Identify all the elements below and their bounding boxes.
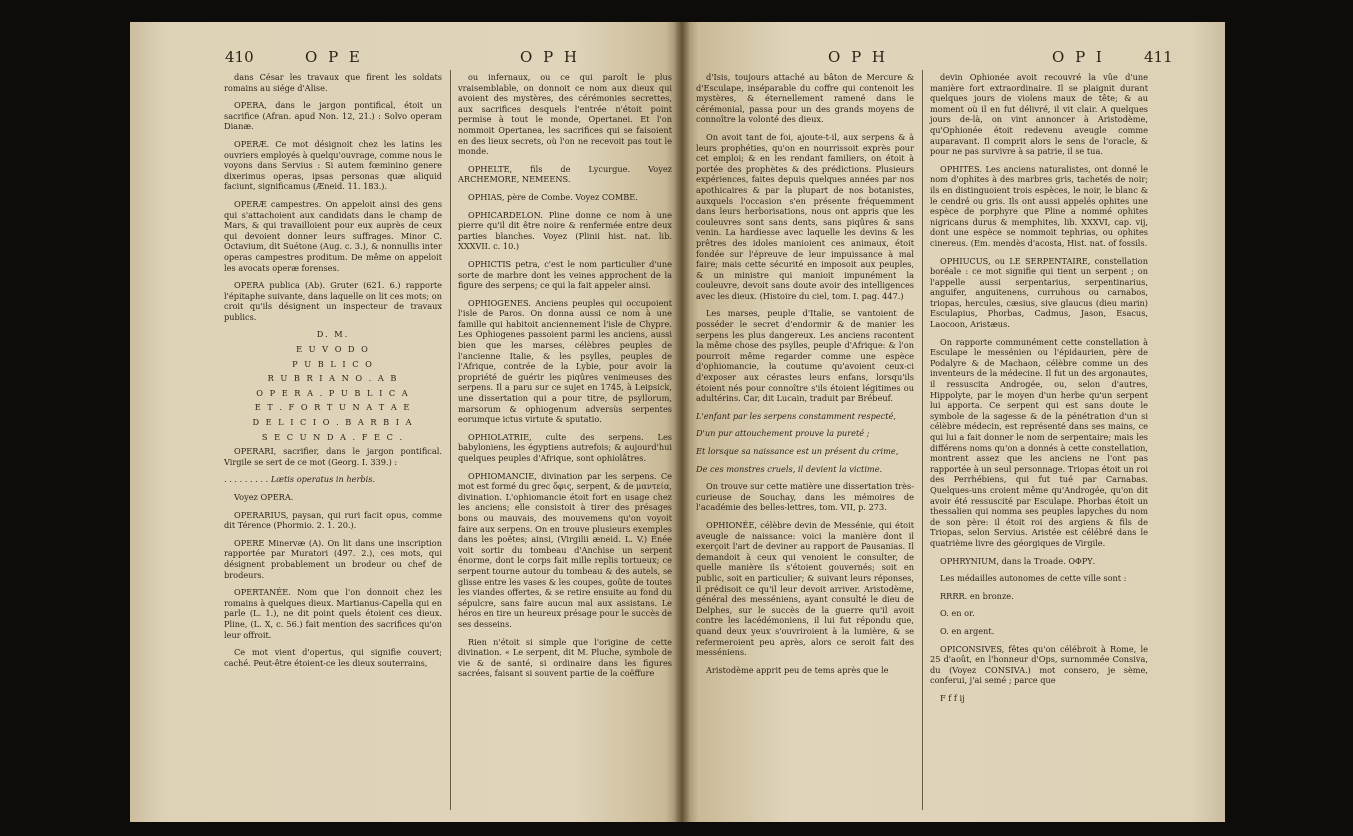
text-paragraph: On rapporte communément cette constellation à Esculape le messénien ou l'épidaurien, père de Podalyre & de Machaon, célèbre comme un des inventeurs de la médecine. Il fut un des argonautes, il ressuscita Androgée, ou, selon d'autres, Hippolyte, par le moyen d'un herbe qu'un serpent lui apporta. Ce serpent qui est sans doute le symbole de la sagesse & de la pénétration d'un si célèbre médecin, est représenté dans ses mains, ce qui lui a fait donner le nom de serpentaire; mais les différens noms qu'on a donnés à cette constellation, montrent assez que les anciens ne l'ont pas rapportée à un seul personnage. Triopas étoit un roi des Perrhébiens, qui fut tué par Carnabas. Quelques-uns croient même qu'Androgée, qu'on dit avoir été ressuscité par Esculape. Phorbas étoit un thessalien qui nomma ses peuples lapyches du nom de son père: il étoit roi des argiens & fils de Triopas, selon Servius. Aristée est célébré dans le quatrième livre des géorgiques de Virgile. — [930, 336, 1148, 548]
text-paragraph: Aristodème apprit peu de tems après que le — [706, 664, 889, 675]
page-number: 410 — [225, 48, 254, 66]
text-paragraph: OPERE Minervæ (A). On lit dans une inscription rapportée par Muratori (497. 2.), ces mots, qui désignent probablement un brodeur ou chef de brodeurs. — [224, 537, 442, 580]
text-paragraph: On avoit tant de foi, ajoute-t-il, aux serpens & à leurs prophéties, qu'on en nourrissoit exprès pour cet emploi; & en les rendant familiers, on étoit à portée des prophètes & des prédictions. Plusieurs expériences, faites depuis quelques années par nos apothicaires & par la plupart de nos botanistes, auxquels l'occasion s'en présente fréquemment dans leurs herborisations, nous ont appris que les couleuvres sont sans dents, sans piqûres & sans venin. La hardiesse avec laquelle les devins & les prêtres des idoles manioient ces animaux, étoit fondée sur l'épreuve de leur impuissance à mal faire; mais cette sécurité en imposoit aux peuples, & un ministre qui manioit impunément la couleuvre, devoit sans doute avoir des intelligences avec les dieux. (Histoire du ciel, tom. I. pag. 447.) — [696, 131, 914, 301]
running-head: O P E — [305, 48, 363, 66]
text-paragraph: Les médailles autonomes de cette ville sont : — [940, 573, 1127, 584]
book-gutter — [674, 22, 690, 822]
text-paragraph: OPHIAS, père de Combe. Voyez COMBE. — [468, 191, 638, 202]
text-paragraph: OPERTANÉE. Nom que l'on donnoit chez les romains à quelques dieux. Martianus-Capella qui en parle (L. 1.), ne dit point quels étoient ces dieux. Pline, (L. X, c. 56.) fait mention des sacrifices qu'on leur offroit. — [224, 587, 442, 640]
text-paragraph: . . . . . . . . . Lætis operatus in herbis. — [224, 474, 376, 485]
text-paragraph: OPERARI, sacrifier, dans le jargon pontifical. Virgile se sert de ce mot (Georg. I. 339.) : — [224, 446, 442, 467]
text-paragraph: OPERÆ. Ce mot désignoit chez les latins les ouvriers employés à quelqu'ouvrage, comme nous le voyons dans Servius : Si autem fœminino genere dixerimus operas, ipsas personas quæ aliquid faciunt, significamus (Æneid. 11. 183.). — [224, 138, 442, 192]
text-paragraph: OPHIUCUS, ou LE SERPENTAIRE, constellation boréale : ce mot signifie qui tient un serpent ; on l'appelle aussi serpentarius, serpentinarius, anguifer, anguitenens, curruhous ou carnabos, triopas, hercules, cæsius, sive glaucus (dieu marin) Esculapius, Phorbas, Cadmus, Jason, Esacus, Laocoon, Aristæus. — [930, 255, 1148, 330]
text-paragraph: Ce mot vient d'opertus, qui signifie couvert; caché. Peut-être étoient-ce les dieux souterrains, — [224, 647, 442, 668]
text-paragraph: OPHRYNIUM, dans la Troade. ΟΦΡΥ. — [940, 555, 1096, 566]
text-paragraph: RRRR. en bronze. — [940, 590, 1014, 601]
right-page-column-1 — [696, 72, 914, 682]
column-rule — [450, 70, 451, 810]
text-paragraph: D E L I C I O . B A R B I A — [252, 417, 414, 428]
text-paragraph: OPHELTE, fils de Lycurgue. Voyez ARCHEMORE, NEMEENS. — [458, 163, 672, 185]
left-page — [130, 22, 682, 822]
text-paragraph: O. en argent. — [940, 625, 995, 636]
text-paragraph: d'Isis, toujours attaché au bâton de Mercure & d'Esculape, inséparable du coffre qui contenoit les mystères, & éternellement ramené dans le cérémonial, passa pour un des grands moyens de connoître la volonté des dieux. — [696, 72, 914, 125]
text-paragraph: dans César les travaux que firent les soldats romains au siége d'Alise. — [224, 72, 442, 93]
right-page-column-2 — [930, 72, 1148, 710]
text-paragraph: L'enfant par les serpens constamment respecté, — [696, 410, 896, 421]
text-paragraph: E T . F O R T U N A T A E — [254, 402, 412, 413]
text-paragraph: P U B L I C O — [292, 358, 374, 369]
column-rule — [922, 70, 923, 810]
text-paragraph: OPHIOLATRIE, culte des serpens. Les babyloniens, les égyptiens autrefois; & aujourd'hui quelques peuples d'Afrique, sont ophiolâtres. — [458, 431, 672, 463]
text-paragraph: O. en or. — [940, 608, 975, 619]
left-page-column-2 — [458, 72, 672, 686]
left-page-column-1 — [224, 72, 442, 675]
text-paragraph: OPHIOGENES. Anciens peuples qui occupoient l'isle de Paros. On donna aussi ce nom à une famille qui habitoit anciennement l'isle de Chypre. Les Ophiogenes passoient parmi les anciens, aussi bien que les marses, célèbres peuples de l'ancienne Italie, & les psylles, peuples de l'Afrique, contrée de la Lybie, pour avoir la propriété de guérir les piqûres venimeuses des serpens. Il a paru sur ce sujet en 1745, à Leipsick, une dissertation qui a pour titre, de psyllorum, marsorum & ophiogenum adversùs serpentes eorumque ictus virtute & sputatio. — [458, 297, 672, 425]
text-paragraph: S E C U N D A . F E C . — [261, 431, 405, 442]
open-book — [130, 22, 1225, 822]
text-paragraph: OPHICTIS petra, c'est le nom particulier d'une sorte de marbre dont les veines approchent de la figure des serpens; ce qui la fait appeler ainsi. — [458, 258, 672, 291]
text-paragraph: devin Ophionée avoit recouvré la vûe d'une manière fort extraordinaire. Il se plaignit durant quelques jours de violens maux de tête; & au moment où il en fut délivré, il vit clair. A quelques jours de-là, on vint annoncer à Aristodème, qu'Ophionée étoit redevenu aveugle comme auparavant. Il comprit alors le sens de l'oracle, & pour ne pas survivre à sa patrie, il se tua. — [930, 72, 1148, 157]
right-page — [682, 22, 1225, 822]
text-paragraph: R U B R I A N O . A B — [267, 373, 399, 384]
text-paragraph: OPERA publica (Ab). Gruter (621. 6.) rapporte l'épitaphe suivante, dans laquelle on lit ces mots; on croit qu'ils désignent un inspecteur de travaux publics. — [224, 280, 442, 322]
text-paragraph: Et lorsque sa naissance est un présent du crime, — [696, 446, 899, 456]
text-paragraph: E U V O D O — [296, 344, 370, 355]
page-number: 411 — [1144, 48, 1173, 66]
running-head: O P H — [828, 48, 889, 66]
text-paragraph: On trouve sur cette matière une dissertation très-curieuse de Souchay, dans les mémoires de l'académie des belles-lettres, tom. VII, p. 273. — [696, 481, 914, 513]
text-paragraph: OPERÆ campestres. On appeloit ainsi des gens qui s'attachoient aux candidats dans le champ de Mars, & qui travailloient pour eux auprès de ceux qui devoient donner leurs suffrages. Minor C. Octavium, dit Suétone (Aug. c. 3.), & nonnullis inter operas campestres proditum. De même on appeloit les avocats operæ forenses. — [224, 198, 442, 273]
text-paragraph: OPHIONÉE, célèbre devin de Messénie, qui étoit aveugle de naissance: voici la manière dont il exerçoit l'art de deviner au rapport de Pausanias. Il demandoit à ceux qui venoient le consulter, de quelle manière ils s'étoient gouvernés; soit en public, soit en particulier; & suivant leurs réponses, il prédisoit ce qu'il leur devoit arriver. Aristodème, général des messéniens, ayant consulté le dieu de Delphes, sur le succès de la guerre qu'il avoit contre les lacédémoniens, il lui fut répondu que, quand deux yeux s'ouvriroient à la lumière, & se refermeroient peu après, alors ce seroit fait des messéniens. — [696, 519, 914, 658]
text-paragraph: OPERARIUS, paysan, qui ruri facit opus, comme dit Térence (Phormio. 2. 1. 20.). — [224, 509, 442, 531]
text-paragraph: F f f ij — [940, 692, 965, 703]
text-paragraph: ou infernaux, ou ce qui paroît le plus vraisemblable, on donnoit ce nom aux dieux qui avoient des mystères, des cérémonies secrettes, aux sacrifices desquels l'entrée n'étoit point permise à tout le monde, Opertanei. Et l'on nommoit Opertanea, les sacrifices qui se faisoient en des lieux secrets, où l'on ne recevoit pas tout le monde. — [458, 72, 672, 157]
text-paragraph: D'un pur attouchement prouve la pureté ; — [696, 428, 870, 439]
text-paragraph: OPHICARDELON. Pline donne ce nom à une pierre qu'il dit être noire & renfermée entre deux parties blanches. Voyez (Plinii hist. nat. lib. XXXVII. c. 10.) — [458, 209, 672, 252]
text-paragraph: O P E R A . P U B L I C A — [256, 387, 410, 398]
text-paragraph: De ces monstres cruels, il devient la victime. — [696, 463, 883, 474]
text-paragraph: Rien n'étoit si simple que l'origine de cette divination. « Le serpent, dit M. Pluche, symbole de vie & de santé, si ordinaire dans les figures sacrées, faisant si souvent partie de la coëffure — [458, 636, 672, 679]
text-paragraph: OPHIOMANCIE, divination par les serpens. Ce mot est formé du grec ὄφις, serpent, & de μαντεία, divination. L'ophiomancie étoit fort en usage chez les anciens; elle consistoit à tirer des présages bons ou mauvais, des mouvemens qu'on voyoit faire aux serpens. On en trouve plusieurs exemples dans les poëtes; ainsi, (Virgilii æneid. L. V.) Énée voit sortir du tombeau d'Anchise un serpent énorme, dont le corps fait mille replis tortueux; ce serpent tourne autour du tombeau & des autels, se glisse entre les vases & les coupes, goûte de toutes les viandes offertes, & se retire ensuite au fond du sépulcre, sans faire aucun mal aux assistans. Le héros en tire un heureux présage pour le succès de ses desseins. — [458, 470, 672, 629]
running-head: O P H — [520, 48, 581, 66]
text-paragraph: Voyez OPERA. — [234, 492, 294, 502]
text-paragraph: OPHITES. Les anciens naturalistes, ont donné le nom d'ophites à des marbres gris, tachetés de noir; ils en distinguoient trois espèces, le noir, le blanc & le cendré ou gris. Ils ont aussi appelés ophites une espèce de porphyre que Pline a nommé ophites nigricans durus & memphites, lib. XXXVI, cap. vij, dont une espèce se nommoit tephrias, ou ophites cinereus. (Em. mendès d'acosta, Hist. nat. of fossils. — [930, 163, 1148, 248]
running-head: O P I — [1052, 48, 1105, 66]
text-paragraph: OPICONSIVES, fêtes qu'on célébroit à Rome, le 25 d'août, en l'honneur d'Ops, surnommée Consiva, du (Voyez CONSIVA.) mot consero, je sème, conferui, j'ai semé ; parce que — [930, 643, 1148, 686]
text-paragraph: Les marses, peuple d'Italie, se vantoient de posséder le secret d'endormir & de manier les serpens les plus dangereux. Les anciens racontent la même chose des psylles, peuple d'Afrique: & l'on pourroit même regarder comme une espèce d'ophiomancie, la coutume qu'avoient ceux-ci d'exposer aux cérastes leurs enfans, lorsqu'ils étoient nés pour connoître s'ils étoient légitimes ou adultérins. Car, dit Lucain, traduit par Brébeuf. — [696, 308, 914, 404]
text-paragraph: OPERA, dans le jargon pontifical, étoit un sacrifice (Afran. apud Non. 12, 21.) : Solvo operam Dianæ. — [224, 100, 442, 132]
text-paragraph: D. M. — [316, 329, 350, 340]
